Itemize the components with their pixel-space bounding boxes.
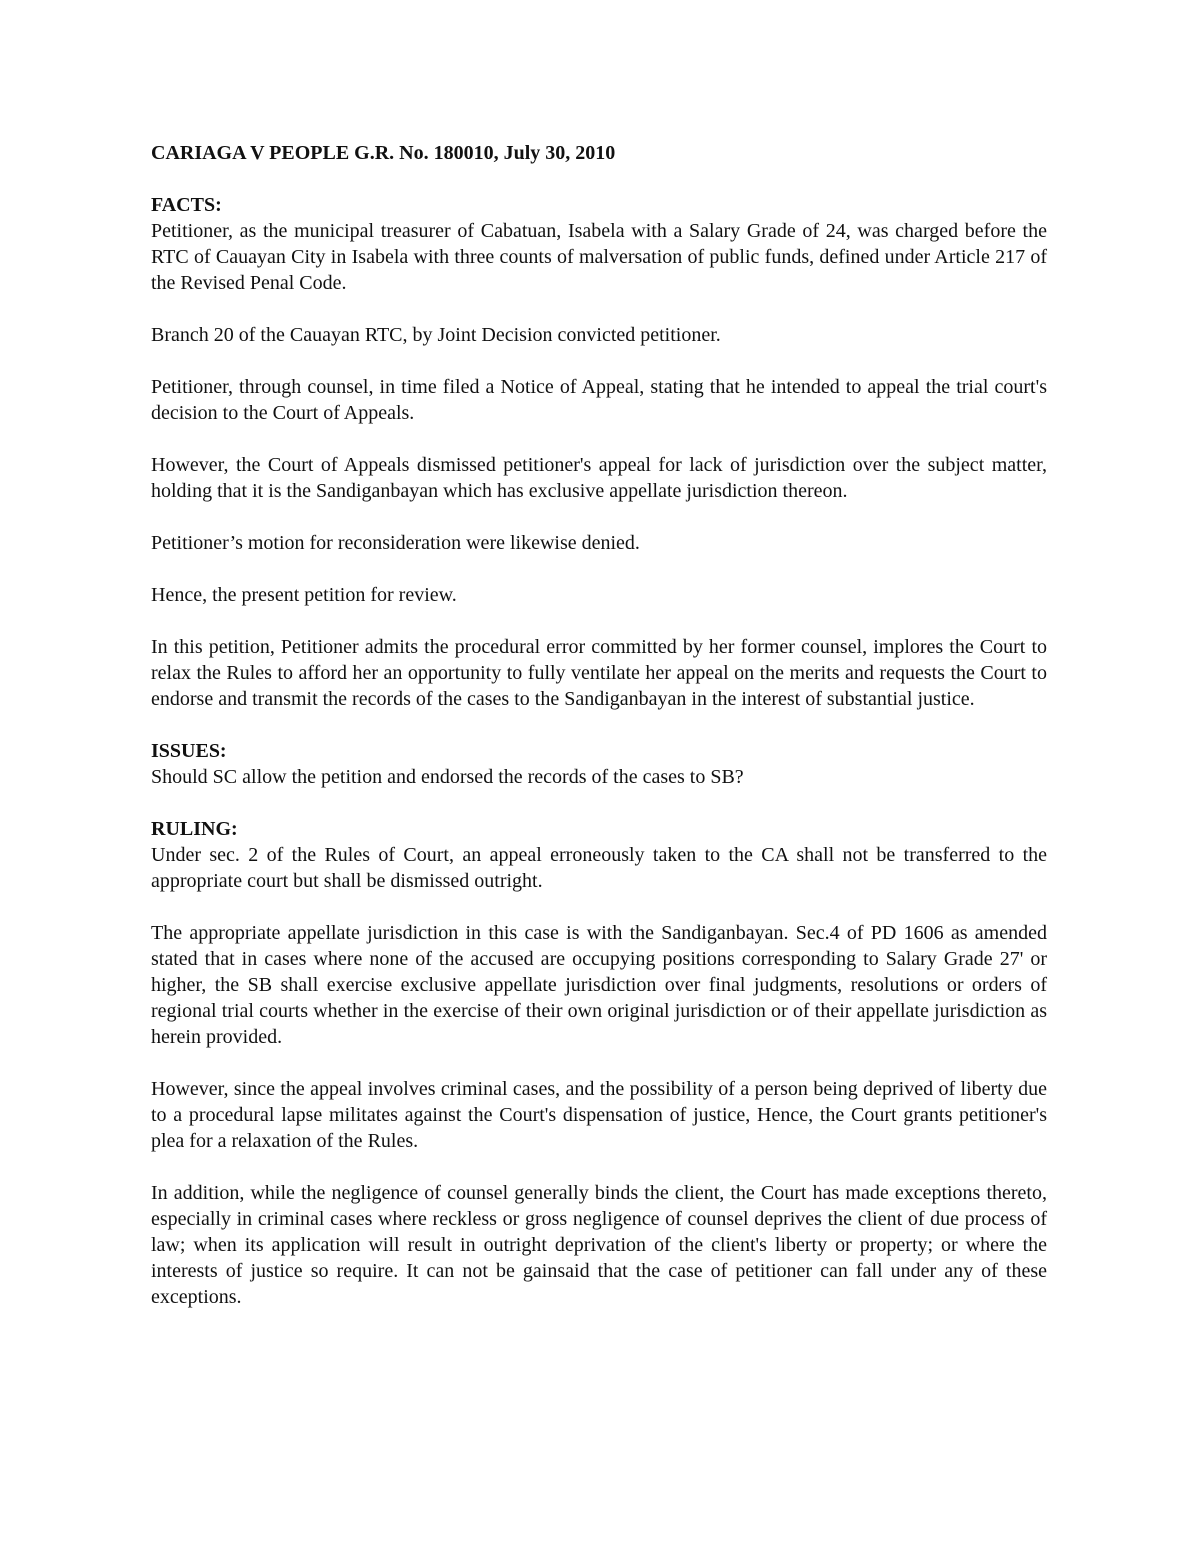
issues-heading: ISSUES: bbox=[151, 740, 227, 762]
facts-paragraph: Hence, the present petition for review. bbox=[151, 584, 457, 606]
facts-heading: FACTS: bbox=[151, 194, 222, 216]
facts-paragraph: Petitioner’s motion for reconsideration were likewise denied. bbox=[151, 532, 640, 554]
facts-paragraph: Branch 20 of the Cauayan RTC, by Joint Decision convicted petitioner. bbox=[151, 324, 721, 346]
document-title: CARIAGA V PEOPLE G.R. No. 180010, July 30, 2010 bbox=[151, 142, 616, 164]
facts-paragraph: Petitioner, through counsel, in time filed a Notice of Appeal, stating that he intended to appeal the trial court's decision to the Court of Appeals. bbox=[151, 376, 1047, 424]
ruling-paragraph: In addition, while the negligence of counsel generally binds the client, the Court has made exceptions thereto, especially in criminal cases where reckless or gross negligence of counsel deprives the client of due process of law; when its application will result in outright deprivation of the client's liberty or property; or where the interests of justice so require. It can not be gainsaid that the case of petitioner can fall under any of these exceptions. bbox=[151, 1182, 1047, 1308]
facts-paragraph: However, the Court of Appeals dismissed petitioner's appeal for lack of jurisdiction over the subject matter, holding that it is the Sandiganbayan which has exclusive appellate jurisdiction thereon. bbox=[151, 454, 1047, 502]
facts-paragraph: In this petition, Petitioner admits the procedural error committed by her former counsel, implores the Court to relax the Rules to afford her an opportunity to fully ventilate her appeal on the merits and requests the Court to endorse and transmit the records of the cases to the Sandiganbayan in the interest of substantial justice. bbox=[151, 636, 1047, 710]
ruling-paragraph: However, since the appeal involves criminal cases, and the possibility of a person being deprived of liberty due to a procedural lapse militates against the Court's dispensation of justice, Hence, the Court grants petitioner's plea for a relaxation of the Rules. bbox=[151, 1078, 1047, 1152]
facts-paragraph: Petitioner, as the municipal treasurer of Cabatuan, Isabela with a Salary Grade of 24, was charged before the RTC of Cauayan City in Isabela with three counts of malversation of public funds, defined under Article 217 of the Revised Penal Code. bbox=[151, 220, 1047, 294]
ruling-heading: RULING: bbox=[151, 818, 238, 840]
document-page bbox=[151, 140, 1047, 1336]
ruling-paragraph: Under sec. 2 of the Rules of Court, an appeal erroneously taken to the CA shall not be transferred to the appropriate court but shall be dismissed outright. bbox=[151, 844, 1047, 892]
issues-paragraph: Should SC allow the petition and endorsed the records of the cases to SB? bbox=[151, 766, 744, 788]
ruling-paragraph: The appropriate appellate jurisdiction in this case is with the Sandiganbayan. Sec.4 of PD 1606 as amended stated that in cases where none of the accused are occupying positions corresponding to Salary Grade 27' or higher, the SB shall exercise exclusive appellate jurisdiction over final judgments, resolutions or orders of regional trial courts whether in the exercise of their own original jurisdiction or of their appellate jurisdiction as herein provided. bbox=[151, 922, 1047, 1048]
